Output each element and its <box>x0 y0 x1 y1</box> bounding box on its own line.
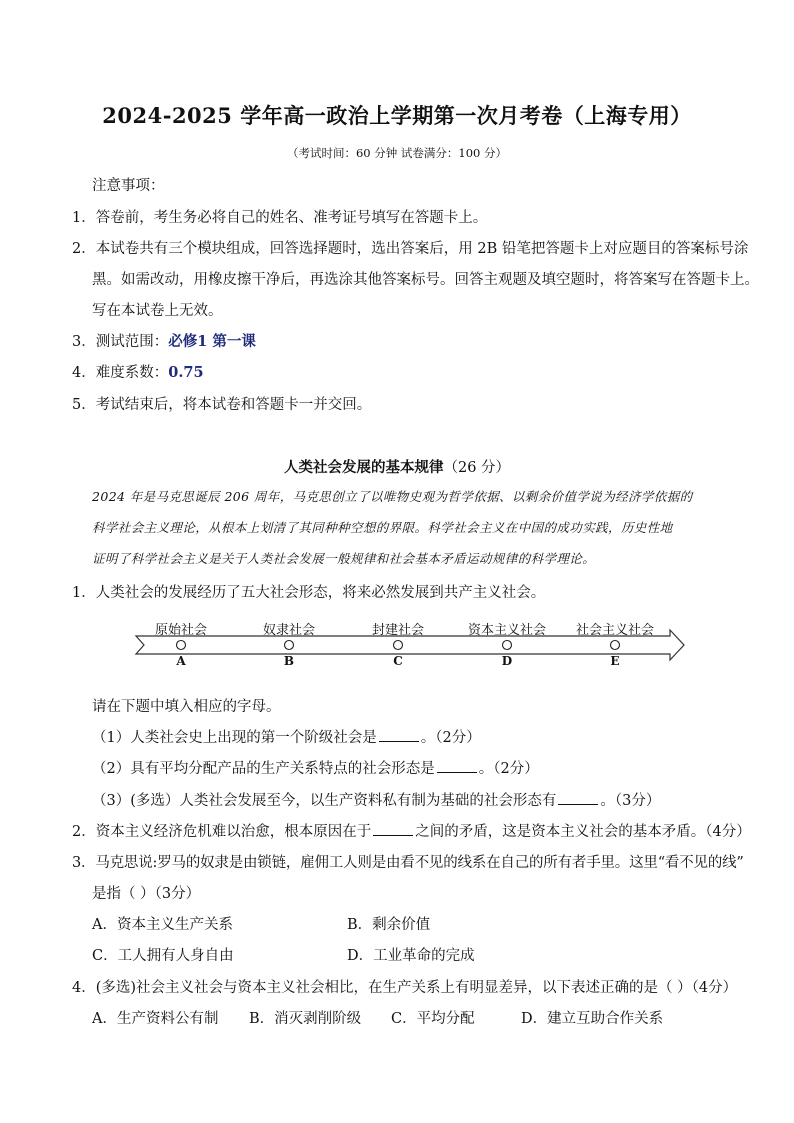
stage-letter-b: B <box>283 654 295 668</box>
stage-label-feudal: 封建社会 <box>371 623 424 638</box>
q4-option-d[interactable]: D．建立互助合作关系 <box>521 1011 664 1027</box>
answer-blank[interactable] <box>437 760 477 773</box>
notice-item-2-line-3: 写在本试卷上无效。 <box>92 303 223 319</box>
question-1-sub-2 <box>92 757 539 778</box>
exam-title: 2024-2025 学年高一政治上学期第一次月考卷（上海专用） <box>102 103 692 128</box>
q4-option-a[interactable]: A．生产资料公有制 <box>92 1011 219 1027</box>
q3-option-d[interactable]: D．工业革命的完成 <box>347 948 475 964</box>
notice-item-text: 考试结束后，将本试卷和答题卡一并交回。 <box>95 397 372 413</box>
answer-blank[interactable] <box>558 792 598 805</box>
notice-item-2 <box>72 237 748 258</box>
timeline-node-e <box>611 641 620 650</box>
q3-option-c[interactable]: C．工人拥有人身自由 <box>92 948 234 964</box>
question-number: 4． <box>72 980 96 996</box>
question-1-sub-1 <box>92 726 481 747</box>
stage-letter-a: A <box>176 654 186 668</box>
exam-subtitle: （考试时间：60 分钟 试卷满分：100 分） <box>286 146 508 160</box>
stage-letter-e: E <box>610 654 620 668</box>
sub-question-points: 。（2分） <box>420 730 481 746</box>
question-number: 2． <box>72 824 96 840</box>
sub-question-points: 。（2分） <box>478 761 539 777</box>
difficulty-value: 0.75 <box>168 364 204 381</box>
q4-option-b[interactable]: B．消灭剥削阶级 <box>249 1011 362 1027</box>
sub-question-text: （1）人类社会史上出现的第一个阶级社会是 <box>92 730 377 746</box>
stage-label-socialist: 社会主义社会 <box>575 623 654 638</box>
question-1-sub-3 <box>92 789 660 810</box>
stage-label-capitalist: 资本主义社会 <box>467 623 546 638</box>
q3-option-b[interactable]: B．剩余价值 <box>347 917 431 933</box>
stage-label-slave: 奴隶社会 <box>262 623 315 638</box>
timeline-node-b <box>285 641 294 650</box>
intro-line-1: 2024 年是马克思诞辰 206 周年，马克思创立了以唯物史观为哲学依据、以剩余价值学说为经济学依据的 <box>92 489 693 504</box>
notice-item-number: 1． <box>72 210 96 226</box>
timeline-node-d <box>503 641 512 650</box>
notice-item-number: 2． <box>72 241 96 257</box>
notice-item-label: 难度系数： <box>95 365 169 381</box>
notice-item-text: 本试卷共有三个模块组成，回答选择题时，选出答案后，用 2B 铅笔把答题卡上对应题目的答案标号涂 <box>95 241 749 257</box>
question-text: 人类社会的发展经历了五大社会形态，将来必然发展到共产主义社会。 <box>95 585 546 601</box>
notice-item-5 <box>72 393 371 414</box>
question-number: 1． <box>72 585 96 601</box>
question-text-tail: 之间的矛盾，这是资本主义社会的基本矛盾。（4分） <box>415 824 751 840</box>
stage-letter-c: C <box>393 654 403 668</box>
question-4-stem <box>72 976 737 997</box>
sub-question-text: （3）(多选）人类社会发展至今，以生产资料私有制为基础的社会形态有 <box>92 793 557 809</box>
question-text: (多选)社会主义社会与资本主义社会相比，在生产关系上有明显差异，以下表述正确的是（ ）（4分） <box>95 980 738 996</box>
sub-question-points: 。（3分） <box>600 793 661 809</box>
notice-item-text: 答卷前，考生务必将自己的姓名、准考证号填写在答题卡上。 <box>95 210 488 226</box>
question-1-instruction: 请在下题中填入相应的字母。 <box>92 699 281 715</box>
intro-line-3: 证明了科学社会主义是关于人类社会发展一般规律和社会基本矛盾运动规律的科学理论。 <box>92 551 596 566</box>
notice-item-3 <box>72 330 256 351</box>
question-3-stem <box>72 851 744 872</box>
intro-line-2: 科学社会主义理论，从根本上划清了其同种种空想的界限。科学社会主义在中国的成功实践，历史性地 <box>92 520 673 535</box>
sub-question-text: （2）具有平均分配产品的生产关系特点的社会形态是 <box>92 761 435 777</box>
notice-item-4 <box>72 361 204 382</box>
stage-letter-d: D <box>501 654 513 668</box>
notice-item-number: 4． <box>72 365 96 381</box>
notice-item-label: 测试范围： <box>95 334 169 350</box>
question-2 <box>72 820 751 841</box>
answer-blank[interactable] <box>373 823 413 836</box>
notice-item-1 <box>72 206 487 227</box>
notice-item-number: 3． <box>72 334 96 350</box>
timeline-node-a <box>177 641 186 650</box>
section-title: 人类社会发展的基本规律 <box>283 459 444 476</box>
stage-label-primitive: 原始社会 <box>154 623 207 638</box>
question-number: 3． <box>72 855 96 871</box>
timeline-node-c <box>394 641 403 650</box>
question-1-stem <box>72 581 545 602</box>
q4-option-c[interactable]: C．平均分配 <box>391 1011 475 1027</box>
test-scope-value: 必修1 第一课 <box>168 333 256 350</box>
q3-option-a[interactable]: A．资本主义生产关系 <box>92 917 233 933</box>
question-3-stem-line-2: 是指（ ）（3分） <box>92 886 201 902</box>
section-heading <box>0 456 794 477</box>
answer-blank[interactable] <box>379 729 419 742</box>
notice-heading: 注意事项： <box>92 178 165 194</box>
notice-item-number: 5． <box>72 397 96 413</box>
question-text: 马克思说:罗马的奴隶是由锁链，雇佣工人则是由看不见的线系在自己的所有者手里。这里“看不见的线” <box>95 855 744 871</box>
notice-item-2-line-2: 黑。如需改动，用橡皮擦干净后，再选涂其他答案标号。回答主观题及填空题时，将答案写在答题卡上。 <box>92 272 759 288</box>
section-points: （26 分） <box>443 460 511 476</box>
social-forms-timeline <box>0 612 794 674</box>
question-text: 资本主义经济危机难以治愈，根本原因在于 <box>95 824 372 840</box>
